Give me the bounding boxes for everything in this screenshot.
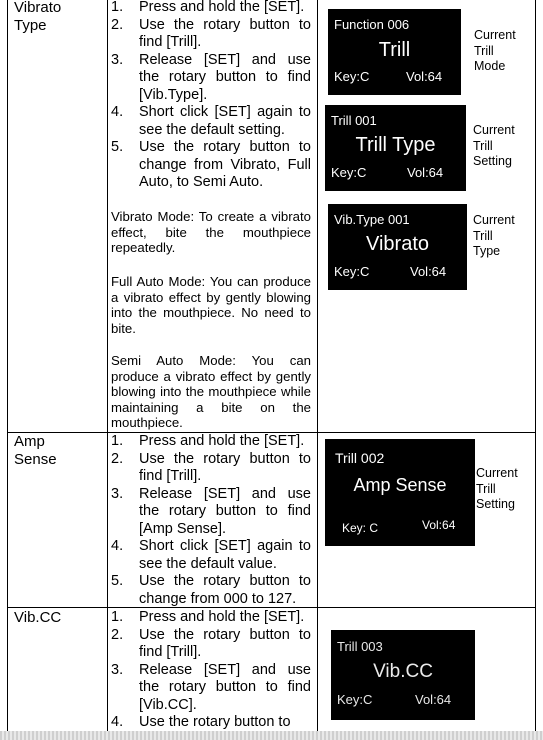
lcd-display-vib-cc: Trill 003 Vib.CC Key:C Vol:64 [331,630,475,720]
step-item: 1. Press and hold the [SET]. [111,0,305,15]
lcd-display-vib-type: Vib.Type 001 Vibrato Key:C Vol:64 [328,204,467,290]
step-item: 5. Use the rotary button to change from Vibrato, Full Auto, to Semi Auto. [111,139,311,190]
table-border-left [7,0,8,731]
caption-current-trill-mode: Current Trill Mode [474,28,516,73]
step-item: 2. Use the rotary button to find [Trill]. [111,16,311,50]
note-vibrato-mode: Vibrato Mode: To create a vibrato effect, bite the mouthpiece repeatedly. [111,209,311,256]
step-item: 4. Use the rotary button to [111,714,291,730]
step-item: 3. Release [SET] and use the rotary button to find [Vib.CC]. [111,661,311,713]
note-semi-auto-mode: Semi Auto Mode: You can produce a vibrato effect by gently blowing into the mouthpiece while maintaining a bite on the mouthpiece. [111,353,311,431]
step-item: 3. Release [SET] and use the rotary button to find [Amp Sense]. [111,485,311,537]
table-divider-name [107,0,108,731]
steps-vibrato-type [111,0,311,192]
step-item: 1. Press and hold the [SET]. [111,609,305,625]
lcd-display-trill-type: Trill 001 Trill Type Key:C Vol:64 [325,105,466,191]
note-full-auto-mode: Full Auto Mode: You can produce a vibrato effect by gently blowing into the mouthpiece. No need to bite. [111,274,311,336]
steps-vib-cc [111,609,311,732]
table-divider-steps [317,0,318,731]
lcd-display-amp-sense: Trill 002 Amp Sense Key: C Vol:64 [325,439,475,546]
table-border-right [535,0,536,731]
step-item: 4. Short click [SET] again to see the default setting. [111,104,311,138]
step-item: 5. Use the rotary button to change from 000 to 127. [111,573,311,607]
steps-amp-sense [111,433,311,608]
step-item: 4. Short click [SET] again to see the default value. [111,538,311,572]
lcd-display-function-trill: Function 006 Trill Key:C Vol:64 [328,9,461,95]
row-name-vibrato-type: Vibrato Type [14,0,62,34]
row-name-amp-sense: Amp Sense [14,433,57,468]
row-name-vib-cc: Vib.CC [14,609,62,626]
step-item: 2. Use the rotary button to find [Trill]. [111,450,311,484]
step-item: 2. Use the rotary button to find [Trill]. [111,626,311,660]
step-item: 1. Press and hold the [SET]. [111,433,305,449]
caption-current-trill-setting: Current Trill Setting [473,123,515,168]
page-edge-band [0,731,543,740]
step-item: 3. Release [SET] and use the rotary button to find [Vib.Type]. [111,51,311,103]
caption-current-trill-setting-amp: Current Trill Setting [476,466,518,511]
caption-current-trill-type: Current Trill Type [473,213,515,258]
